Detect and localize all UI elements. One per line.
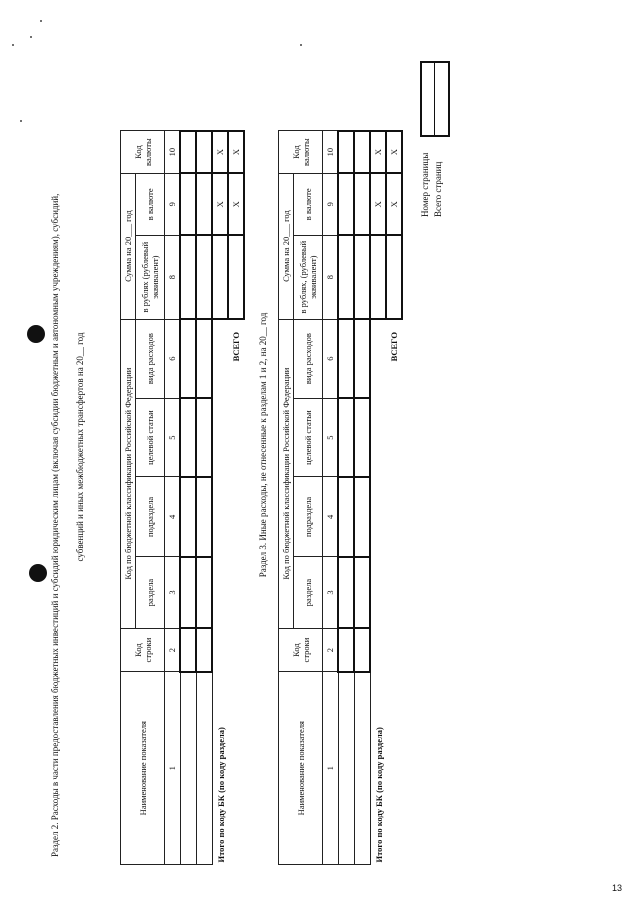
section3-title: Раздел 3. Иные расходы, не отнесенные к разделам 1 и 2, на 20__ год: [258, 312, 268, 578]
data-cell[interactable]: [180, 672, 196, 865]
col-subsection: подраздела: [136, 477, 165, 557]
page-counter-box[interactable]: [420, 61, 450, 137]
data-cell[interactable]: [196, 319, 212, 398]
section2-title-line2: субвенций и иных межбюджетных трансфертов на 20__ год: [75, 332, 85, 562]
data-row: [338, 131, 354, 865]
col-bk-code: Код по бюджетной классификации Российской Федерации: [279, 319, 294, 628]
total-bk-currency: X: [212, 173, 228, 235]
total-bk-rubles[interactable]: [370, 235, 386, 319]
num-cell: 6: [165, 319, 181, 398]
col-currency: в валюте: [136, 173, 165, 235]
data-cell[interactable]: [196, 628, 212, 672]
col-expense-type: вида расходов: [294, 319, 323, 398]
col-section: раздела: [136, 557, 165, 628]
total-all-rubles[interactable]: [386, 235, 402, 319]
data-cell[interactable]: [354, 173, 370, 235]
total-bk-currency: X: [370, 173, 386, 235]
data-cell[interactable]: [180, 173, 196, 235]
data-cell[interactable]: [338, 477, 354, 557]
col-target-item: целевой статьи: [294, 398, 323, 477]
num-cell: 1: [165, 672, 181, 865]
col-rubles: в рублях, (рублевый эквивалент): [294, 235, 323, 319]
data-cell[interactable]: [338, 235, 354, 319]
data-cell[interactable]: [354, 557, 370, 628]
section2-table: [120, 130, 245, 865]
data-cell[interactable]: [338, 131, 354, 173]
col-section: раздела: [294, 557, 323, 628]
total-all-currency: X: [228, 173, 244, 235]
total-bk-currency-code: X: [370, 131, 386, 173]
page-number: 13: [611, 883, 622, 893]
data-cell[interactable]: [354, 131, 370, 173]
data-cell[interactable]: [338, 672, 354, 865]
col-sum-year: Сумма на 20___ год: [279, 173, 294, 319]
data-cell[interactable]: [180, 557, 196, 628]
data-cell[interactable]: [180, 477, 196, 557]
page-counter-divider: [434, 63, 435, 135]
data-cell[interactable]: [196, 131, 212, 173]
num-cell: 2: [165, 628, 181, 672]
total-all-row: [228, 131, 244, 865]
data-cell[interactable]: [338, 557, 354, 628]
col-subsection: подраздела: [294, 477, 323, 557]
data-cell[interactable]: [354, 477, 370, 557]
data-cell[interactable]: [196, 557, 212, 628]
data-cell[interactable]: [196, 173, 212, 235]
num-cell: 9: [323, 173, 339, 235]
numbers-row: [165, 131, 181, 865]
data-cell[interactable]: [338, 398, 354, 477]
num-cell: 3: [165, 557, 181, 628]
data-cell[interactable]: [354, 319, 370, 398]
col-row-code: Код строки: [279, 628, 323, 672]
col-expense-type: вида расходов: [136, 319, 165, 398]
num-cell: 5: [323, 398, 339, 477]
num-cell: 1: [323, 672, 339, 865]
total-all-row: [386, 131, 402, 865]
col-rubles: в рублях (рублевый эквивалент): [136, 235, 165, 319]
section3-table: [278, 130, 403, 865]
num-cell: 9: [165, 173, 181, 235]
total-bk-currency-code: X: [212, 131, 228, 173]
data-cell[interactable]: [354, 628, 370, 672]
data-row: [354, 131, 370, 865]
total-all-rubles[interactable]: [228, 235, 244, 319]
num-cell: 2: [323, 628, 339, 672]
data-cell[interactable]: [180, 628, 196, 672]
total-all-label: ВСЕГО: [231, 332, 241, 362]
data-cell[interactable]: [354, 398, 370, 477]
data-cell[interactable]: [196, 235, 212, 319]
col-bk-code: Код по бюджетной классификации Российской Федерации: [121, 319, 136, 628]
data-cell[interactable]: [338, 173, 354, 235]
data-row: [196, 131, 212, 865]
data-cell[interactable]: [196, 398, 212, 477]
col-currency: в валюте: [294, 173, 323, 235]
section2-title: Раздел 2. Расходы в части предоставления бюджетных инвестиций и субсидий юридическим лицам (включая субсидии бюджетным и автономным учреждениям), субсидий,: [50, 193, 60, 857]
data-cell[interactable]: [196, 477, 212, 557]
num-cell: 10: [165, 131, 181, 173]
col-target-item: целевой статьи: [136, 398, 165, 477]
num-cell: 4: [165, 477, 181, 557]
col-name: Наименование показателя: [279, 672, 323, 865]
num-cell: 4: [323, 477, 339, 557]
page-number-label: Номер страницы: [420, 152, 430, 217]
data-cell[interactable]: [180, 398, 196, 477]
data-cell[interactable]: [354, 235, 370, 319]
num-cell: 5: [165, 398, 181, 477]
data-cell[interactable]: [338, 319, 354, 398]
data-cell[interactable]: [354, 672, 370, 865]
data-cell[interactable]: [338, 628, 354, 672]
num-cell: 3: [323, 557, 339, 628]
col-name: Наименование показателя: [121, 672, 165, 865]
total-bk-rubles[interactable]: [212, 235, 228, 319]
num-cell: 6: [323, 319, 339, 398]
total-all-currency-code: X: [228, 131, 244, 173]
col-currency-code: Код валюты: [121, 131, 165, 173]
total-bk-label: Итого по коду БК (по коду раздела): [370, 319, 386, 864]
total-all-label: ВСЕГО: [389, 332, 399, 362]
col-row-code: Код строки: [121, 628, 165, 672]
data-cell[interactable]: [180, 319, 196, 398]
data-cell[interactable]: [196, 672, 212, 865]
total-bk-row: [212, 131, 228, 865]
num-cell: 10: [323, 131, 339, 173]
total-bk-label: Итого по коду БК (по коду раздела): [212, 319, 228, 864]
num-cell: 8: [323, 235, 339, 319]
data-cell[interactable]: [180, 235, 196, 319]
data-cell[interactable]: [180, 131, 196, 173]
total-bk-row: [370, 131, 386, 865]
data-row: [180, 131, 196, 865]
col-sum-year: Сумма на 20___ год: [121, 173, 136, 319]
total-pages-label: Всего страниц: [433, 161, 443, 217]
numbers-row: [323, 131, 339, 865]
num-cell: 8: [165, 235, 181, 319]
total-all-currency-code: X: [386, 131, 402, 173]
col-currency-code: Код валюты: [279, 131, 323, 173]
total-all-currency: X: [386, 173, 402, 235]
